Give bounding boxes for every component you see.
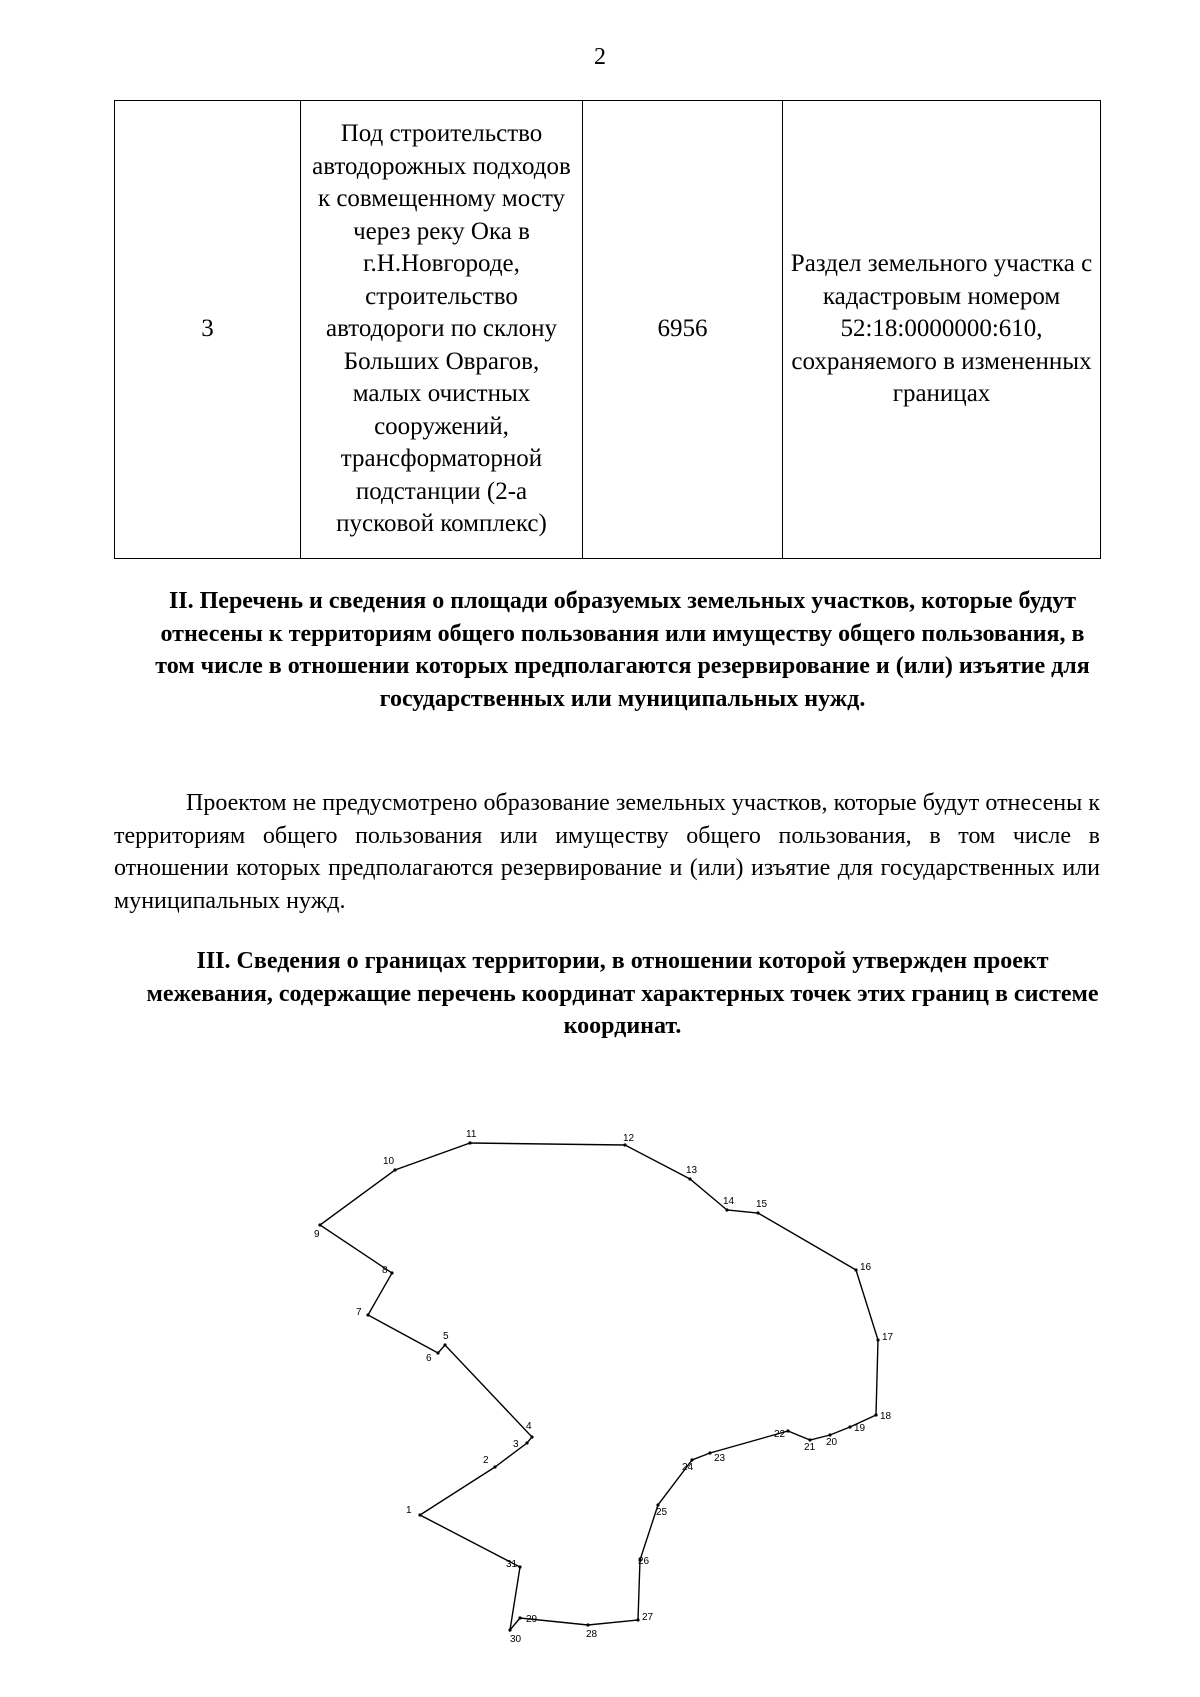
boundary-point-label: 1: [406, 1505, 412, 1516]
section-2-paragraph: Проектом не предусмотрено образование земельных участков, которые будут отнесены к территориям общего пользования или имуществу общего пользования, в том числе в отношении которых предполагаются резервирование и (или) изъятие для государственных или муниципальных нужд.: [114, 790, 1100, 914]
boundary-point-label: 19: [854, 1423, 866, 1434]
boundary-point-label: 17: [882, 1332, 894, 1343]
boundary-vertex: [493, 1465, 496, 1468]
boundary-point-label: 20: [826, 1437, 838, 1448]
boundary-vertex: [530, 1435, 533, 1438]
section-3-heading: III. Сведения о границах территории, в отношении которой утвержден проект межевания, содержащие перечень координат характерных точек этих границ в системе координат.: [146, 948, 1099, 1039]
boundary-vertex: [443, 1343, 446, 1346]
boundary-point-label: 24: [682, 1462, 694, 1473]
boundary-point-label: 6: [426, 1353, 432, 1364]
boundary-vertex: [468, 1141, 471, 1144]
boundary-vertex: [518, 1616, 521, 1619]
boundary-vertex: [318, 1223, 321, 1226]
boundary-vertex: [725, 1208, 728, 1211]
boundary-vertex: [390, 1271, 393, 1274]
boundary-vertex: [418, 1513, 421, 1516]
boundary-vertex: [518, 1565, 521, 1568]
boundary-point-label: 3: [513, 1439, 519, 1450]
boundary-point-label: 9: [314, 1229, 320, 1240]
table-row: [115, 101, 1101, 559]
boundary-vertex: [586, 1623, 589, 1626]
boundary-point-label: 29: [526, 1614, 538, 1625]
boundary-point-label: 8: [382, 1265, 388, 1276]
boundary-point-label: 25: [656, 1507, 668, 1518]
boundary-polygon: [320, 1143, 878, 1630]
boundary-point-label: 10: [383, 1156, 395, 1167]
boundary-point-label: 21: [804, 1442, 816, 1453]
boundary-point-label: 23: [714, 1453, 726, 1464]
boundary-vertex: [874, 1413, 877, 1416]
boundary-point-label: 7: [356, 1307, 362, 1318]
boundary-point-label: 14: [723, 1196, 735, 1207]
boundary-point-label: 26: [638, 1556, 650, 1567]
boundary-vertex: [756, 1211, 759, 1214]
boundary-point-label: 12: [623, 1133, 635, 1144]
boundary-point-label: 31: [506, 1559, 518, 1570]
boundary-point-label: 13: [686, 1165, 698, 1176]
boundary-point-label: 30: [510, 1634, 522, 1645]
boundary-vertex: [393, 1168, 396, 1171]
boundary-point-label: 16: [860, 1262, 872, 1273]
area-cell: 6956: [583, 101, 783, 559]
boundary-vertex: [508, 1628, 511, 1631]
boundary-vertex: [366, 1313, 369, 1316]
formation-method-cell: Раздел земельного участка с кадастровым номером 52:18:0000000:610, сохраняемого в измененных границах: [783, 101, 1101, 559]
section-2-heading: II. Перечень и сведения о площади образуемых земельных участков, которые будут отнесены к территориям общего пользования или имуществу общего пользования, в том числе в отношении которых предполагаются резервирование и (или) изъятие для государственных или муниципальных нужд.: [155, 588, 1090, 712]
boundary-diagram: [300, 1075, 940, 1675]
boundary-vertex: [786, 1429, 789, 1432]
boundary-vertex: [876, 1338, 879, 1341]
row-number-cell: 3: [115, 101, 301, 559]
purpose-cell: Под строительство автодорожных подходов к совмещенному мосту через реку Ока в г.Н.Новгороде, строительство автодороги по склону Больших Оврагов, малых очистных сооружений, трансформаторной подстанции (2-а пусковой комплекс): [301, 101, 583, 559]
boundary-vertex: [848, 1425, 851, 1428]
page-number: 2: [594, 44, 606, 70]
boundary-point-label: 4: [526, 1421, 532, 1432]
boundary-point-label: 22: [774, 1429, 786, 1440]
boundary-vertex: [436, 1351, 439, 1354]
boundary-point-label: 11: [466, 1129, 477, 1140]
land-plot-table: [114, 100, 1101, 559]
boundary-vertex: [854, 1268, 857, 1271]
boundary-vertex: [688, 1177, 691, 1180]
boundary-point-label: 5: [443, 1331, 449, 1342]
boundary-vertex: [636, 1618, 639, 1621]
boundary-point-label: 28: [586, 1629, 598, 1640]
boundary-vertex: [708, 1451, 711, 1454]
boundary-point-label: 2: [483, 1455, 489, 1466]
boundary-vertex: [525, 1441, 528, 1444]
boundary-point-label: 27: [642, 1612, 654, 1623]
boundary-point-label: 18: [880, 1411, 892, 1422]
boundary-point-label: 15: [756, 1199, 768, 1210]
